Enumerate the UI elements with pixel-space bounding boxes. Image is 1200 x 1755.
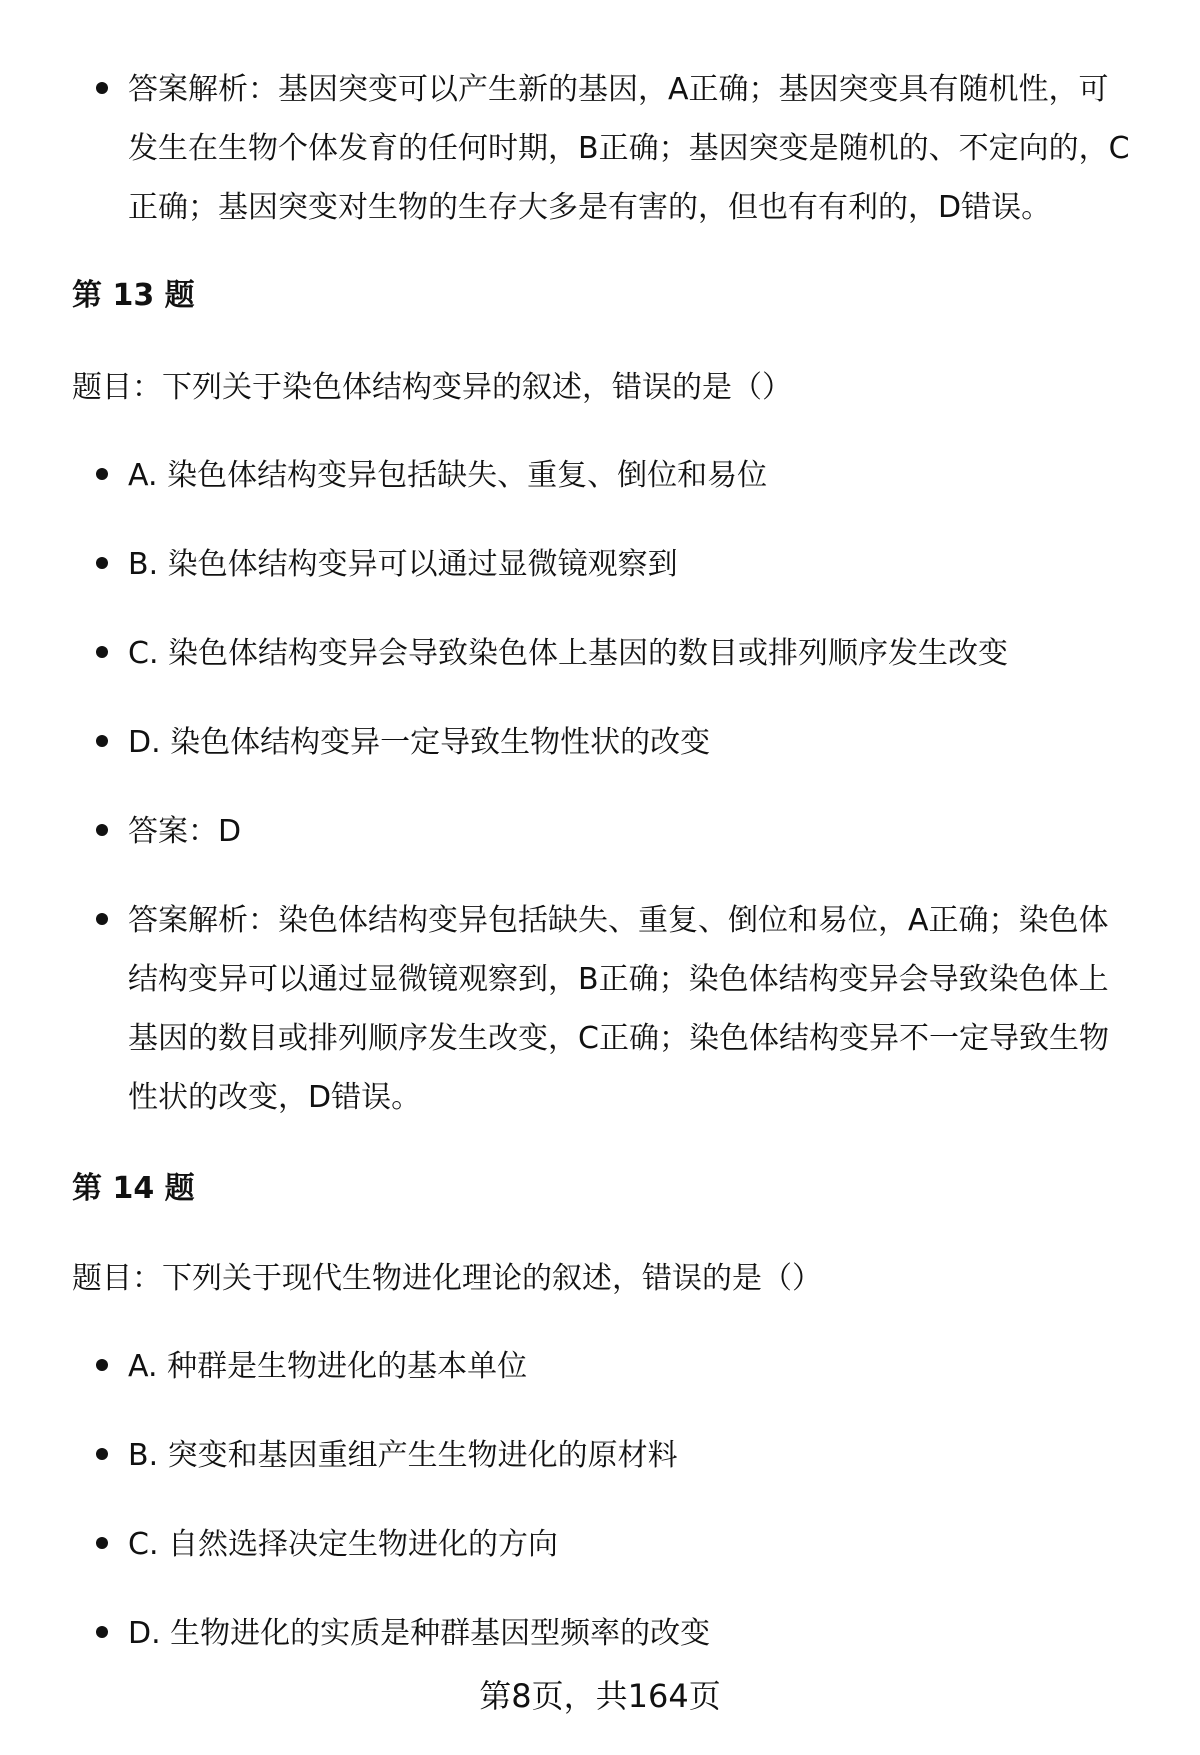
bullet-icon — [96, 824, 108, 836]
q13-question: 题目：下列关于染色体结构变异的叙述，错误的是（） — [72, 370, 792, 405]
explanation-text: 答案解析：染色体结构变异包括缺失、重复、倒位和易位，A正确；染色体结构变异可以通过显微镜观察到，B正确；染色体结构变异会导致染色体上基因的数目或排列顺序发生改变，C正确；染色体结构变异不一定导致生物性状的改变，D错误。 — [128, 903, 1109, 1115]
q13-option-d — [96, 713, 1136, 772]
page-number-footer: 第8页，共164页 — [479, 1677, 721, 1715]
q13-option-c — [96, 624, 1136, 683]
bullet-icon — [96, 82, 108, 94]
q14-option-c — [96, 1515, 1136, 1574]
option-text: B. 染色体结构变异可以通过显微镜观察到 — [128, 547, 678, 582]
q13-heading: 第 13 题 — [72, 278, 195, 313]
bullet-icon — [96, 646, 108, 658]
option-text: B. 突变和基因重组产生生物进化的原材料 — [128, 1438, 678, 1473]
option-text: C. 染色体结构变异会导致染色体上基因的数目或排列顺序发生改变 — [128, 636, 1009, 671]
q14-option-d — [96, 1604, 1136, 1663]
bullet-icon — [96, 1448, 108, 1460]
q14-option-a — [96, 1337, 1136, 1396]
option-text: D. 染色体结构变异一定导致生物性状的改变 — [128, 725, 711, 760]
q13-option-a — [96, 446, 1136, 505]
bullet-icon — [96, 913, 108, 925]
q14-question: 题目：下列关于现代生物进化理论的叙述，错误的是（） — [72, 1261, 822, 1296]
option-text: A. 染色体结构变异包括缺失、重复、倒位和易位 — [128, 458, 768, 493]
bullet-icon — [96, 735, 108, 747]
option-text: A. 种群是生物进化的基本单位 — [128, 1349, 528, 1384]
q14-heading: 第 14 题 — [72, 1171, 195, 1206]
option-text: D. 生物进化的实质是种群基因型频率的改变 — [128, 1616, 711, 1651]
bullet-icon — [96, 468, 108, 480]
bullet-icon — [96, 557, 108, 569]
bullet-icon — [96, 1359, 108, 1371]
prev-explanation-item — [96, 60, 1136, 237]
option-text: C. 自然选择决定生物进化的方向 — [128, 1527, 559, 1562]
prev-explanation-text: 答案解析：基因突变可以产生新的基因，A正确；基因突变具有随机性，可发生在生物个体发育的任何时期，B正确；基因突变是随机的、不定向的，C正确；基因突变对生物的生存大多是有害的，但也有有利的，D错误。 — [128, 72, 1130, 225]
q13-option-b — [96, 535, 1136, 594]
q13-answer — [96, 802, 1136, 861]
q14-option-b — [96, 1426, 1136, 1485]
bullet-icon — [96, 1626, 108, 1638]
q13-explanation — [96, 891, 1136, 1127]
bullet-icon — [96, 1537, 108, 1549]
answer-text: 答案：D — [128, 814, 242, 849]
